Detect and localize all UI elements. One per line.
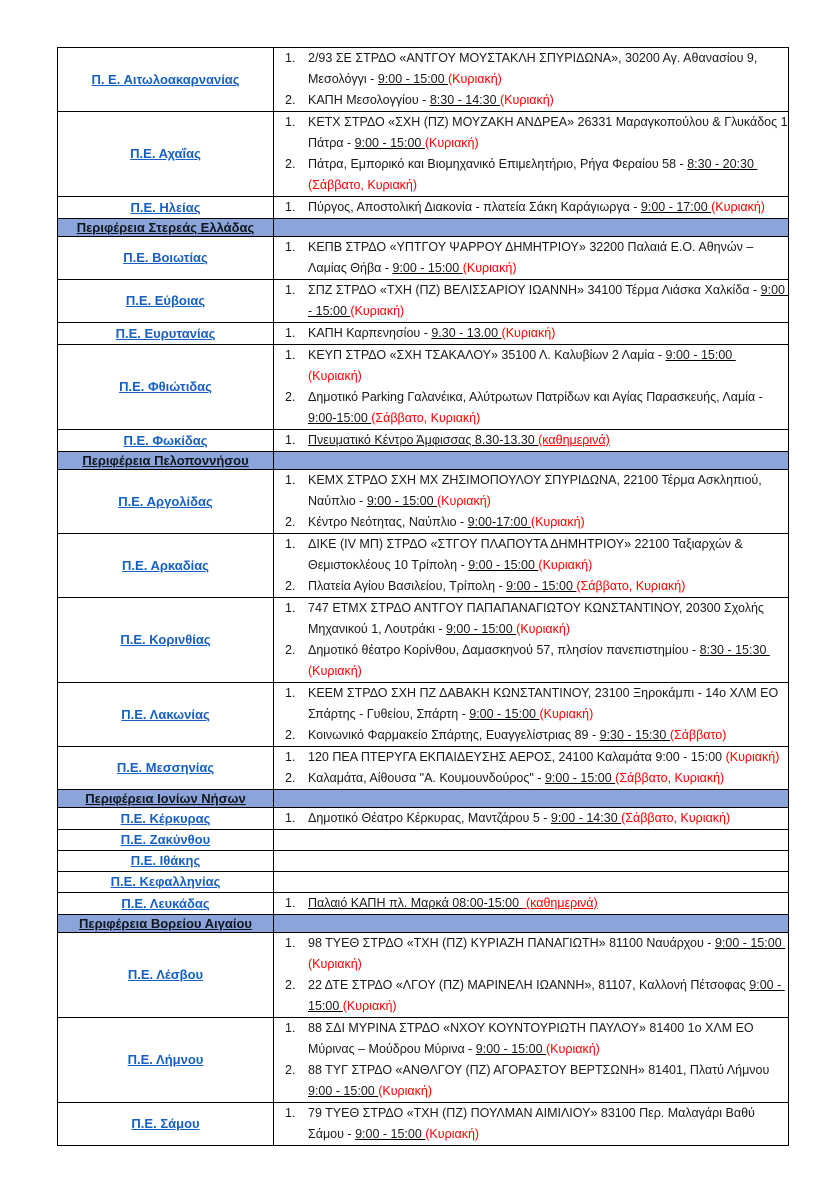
location-text: Πάτρα, Εμπορικό και Βιομηχανικό Επιμελητήριο, Ρήγα Φεραίου 58 - [308,157,688,171]
time-range: Πνευματικό Κέντρο Άμφισσας 8.30-13.30 [308,433,539,447]
item-number: 2. [285,728,296,742]
days-note: (Κυριακή) [725,750,780,764]
unit-row [58,48,789,112]
unit-row [58,470,789,534]
location-item [274,48,788,90]
region-header-cell [58,790,274,808]
unit-name-cell [58,237,274,280]
item-number: 1. [285,750,296,764]
location-item [274,933,788,975]
region-header-filler-cell [274,915,789,933]
unit-name-link[interactable]: Π.Ε. Κεφαλληνίας [110,874,221,889]
item-content [308,576,788,597]
location-item [274,683,788,725]
item-content [308,154,788,196]
location-item [274,154,788,196]
location-item [274,808,788,829]
unit-name-cell [58,345,274,430]
unit-name-cell [58,1103,274,1146]
unit-row [58,933,789,1018]
item-number: 1. [285,200,296,214]
unit-row [58,345,789,430]
item-content [308,1103,788,1145]
unit-name-link[interactable]: Π.Ε. Βοιωτίας [123,250,208,265]
locations-cell [274,683,789,747]
item-number: 1. [285,283,296,297]
location-item [274,598,788,640]
days-note: (Σάββατο, Κυριακή) [308,178,418,192]
location-item [274,640,788,682]
item-content [308,237,788,279]
location-text: Κέντρο Νεότητας, Ναύπλιο - [308,515,468,529]
region-header-row [58,219,789,237]
locations-cell [274,470,789,534]
location-text: 88 ΣΔΙ ΜΥΡΙΝΑ ΣΤΡΔΟ «ΝΧΟΥ ΚΟΥΝΤΟΥΡΙΩΤΗ ΠΑΥΛΟΥ» 81400 1ο ΧΛΜ ΕΟ Μύρινας – Μούδρου Μύρινα - [308,1021,758,1056]
locations-cell [274,197,789,219]
locations-cell [274,851,789,872]
location-item [274,470,788,512]
item-number: 1. [285,1106,296,1120]
item-content [308,598,788,640]
location-item [274,576,788,597]
days-note: (Κυριακή) [530,515,585,529]
item-number: 2. [285,515,296,529]
days-note: (Κυριακή) [424,136,479,150]
location-item [274,725,788,746]
unit-name-cell [58,872,274,893]
days-note: (Σάββατο, Κυριακή) [576,579,686,593]
item-number: 1. [285,1021,296,1035]
days-note: (Κυριακή) [308,957,362,971]
item-content [308,112,792,154]
location-text: Καλαμάτα, Αίθουσα "Α. Κουμουνδούρος" - [308,771,545,785]
location-text: 2/93 ΣΕ ΣΤΡΔΟ «ΑΝΤΓΟΥ ΜΟΥΣΤΑΚΛΗ ΣΠΥΡΙΔΩΝΑ», 30200 Αγ. Αθανασίου 9, Μεσολόγγι - [308,51,761,86]
location-item [274,237,788,279]
unit-row [58,237,789,280]
unit-name-cell [58,747,274,790]
unit-name-cell [58,683,274,747]
locations-cell [274,534,789,598]
item-number: 1. [285,936,296,950]
location-text: 747 ΕΤΜΧ ΣΤΡΔΟ ΑΝΤΓΟΥ ΠΑΠΑΠΑΝΑΓΙΩΤΟΥ ΚΩΝΣΤΑΝΤΙΝΟΥ, 20300 Σχολής Μηχανικού 1, Λουτράκι - [308,601,768,636]
location-text: Πύργος, Αποστολική Διακονία - πλατεία Σάκη Καράγιωργα - [308,200,641,214]
time-range: 8:30 - 20:30 [687,157,758,171]
item-content [308,470,788,512]
days-note: (Κυριακή) [342,999,397,1013]
locations-cell [274,1103,789,1146]
region-header-filler-cell [274,219,789,237]
item-number: 1. [285,896,296,910]
unit-row [58,323,789,345]
days-note: (Κυριακή) [378,1084,433,1098]
days-note: (Σάββατο, Κυριακή) [371,411,481,425]
location-text: ΚΕΠΒ ΣΤΡΔΟ «ΥΠΤΓΟΥ ΨΑΡΡΟΥ ΔΗΜΗΤΡΙΟΥ» 32200 Παλαιά Ε.Ο. Αθηνών – Λαμίας Θήβα - [308,240,757,275]
unit-name-cell [58,1018,274,1103]
locations-cell [274,598,789,683]
days-note: (Κυριακή) [308,369,362,383]
days-note: (Κυριακή) [546,1042,600,1056]
item-number: 1. [285,433,296,447]
location-text: ΣΠΖ ΣΤΡΔΟ «ΤΧΗ (ΠΖ) ΒΕΛΙΣΣΑΡΙΟΥ ΙΩΑΝΝΗ» 34100 Τέρμα Λιάσκα Χαλκίδα - [308,283,761,297]
locations-cell [274,237,789,280]
unit-name-cell [58,48,274,112]
unit-name-cell [58,197,274,219]
item-content [308,725,788,746]
unit-name-cell [58,534,274,598]
unit-name-link[interactable]: Π.Ε. Ιθάκης [130,853,201,868]
locations-cell [274,893,789,915]
item-content [308,48,788,90]
unit-name-link[interactable]: Π.Ε. Αργολίδας [118,493,213,509]
item-number: 2. [285,579,296,593]
location-item [274,534,788,576]
unit-name-cell [58,830,274,851]
region-header-row [58,790,789,808]
days-note: (Κυριακή) [437,494,491,508]
item-number: 1. [285,326,296,340]
unit-row [58,112,789,197]
item-content [308,975,788,1017]
location-text: 120 ΠΕΑ ΠΤΕΡΥΓΑ ΕΚΠΑΙΔΕΥΣΗΣ ΑΕΡΟΣ, 24100 Καλαμάτα 9:00 - 15:00 [308,750,726,764]
locations-cell [274,430,789,452]
days-note: (Κυριακή) [538,558,593,572]
unit-row [58,430,789,452]
location-text: 79 ΤΥΕΘ ΣΤΡΔΟ «ΤΧΗ (ΠΖ) ΠΟΥΛΜΑΝ ΑΙΜΙΛΙΟΥ» 83100 Περ. Μαλαγάρι Βαθύ Σάμου - [308,1106,759,1141]
region-header-label: Περιφέρεια Βορείου Αιγαίου [79,916,252,931]
item-content [308,197,788,218]
time-range: 9:00 - 15:00 [469,707,540,721]
unit-row [58,280,789,323]
item-content [308,640,788,682]
locations-cell [274,345,789,430]
region-header-cell [58,219,274,237]
region-header-label: Περιφέρεια Στερεάς Ελλάδας [76,220,255,235]
unit-name-link[interactable]: Π.Ε. Εύβοιας [125,293,206,308]
item-number: 2. [285,771,296,785]
unit-name-link[interactable]: Π.Ε. Κορινθίας [120,632,211,647]
location-item [274,747,788,768]
location-text: 22 ΔΤΕ ΣΤΡΔΟ «ΛΓΟΥ (ΠΖ) ΜΑΡΙΝΕΛΗ ΙΩΑΝΝΗ», 81107, Καλλονή Πέτσοφας [308,978,750,992]
location-text: 98 ΤΥΕΘ ΣΤΡΔΟ «ΤΧΗ (ΠΖ) ΚΥΡΙΑΖΗ ΠΑΝΑΓΙΩΤΗ» 81100 Ναυάρχου - [308,936,715,950]
item-content [308,933,788,975]
time-range: 9:00 - 15:00 [392,261,463,275]
unit-row [58,747,789,790]
location-item [274,893,788,914]
region-header-row [58,452,789,470]
unit-name-cell [58,598,274,683]
item-number: 2. [285,978,296,992]
item-number: 1. [285,473,296,487]
item-number: 1. [285,348,296,362]
item-content [308,430,788,451]
days-note: (καθημερινά) [522,896,598,910]
item-number: 2. [285,643,296,657]
locations-cell [274,112,792,197]
location-item [274,387,788,429]
unit-name-link[interactable]: Π.Ε. Μεσσηνίας [116,760,215,775]
time-range: 9:00 - 15:00 [475,1042,546,1056]
unit-name-link[interactable]: Π.Ε. Αχαΐας [130,146,201,161]
days-note: (Κυριακή) [500,93,554,107]
item-content [308,1060,788,1102]
item-content [308,683,788,725]
item-content [308,893,788,914]
time-range: Παλαιό ΚΑΠΗ πλ. Μαρκά 08:00-15:00 [308,896,523,910]
locations-cell [274,323,789,345]
days-note: (Σάββατο, Κυριακή) [621,811,731,825]
item-content [308,768,788,789]
regional-units-schedule-table [57,47,792,1146]
item-number: 2. [285,93,296,107]
unit-name-cell [58,851,274,872]
item-content [308,280,788,322]
unit-name-link[interactable]: Π.Ε. Ηλείας [130,199,201,215]
time-range: 9:00 - 15:00 [506,579,577,593]
location-text: 88 ΤΥΓ ΣΤΡΔΟ «ΑΝΘΛΓΟΥ (ΠΖ) ΑΓΟΡΑΣΤΟΥ ΒΕΡΤΣΩΝΗ» 81401, Πλατύ Λήμνου [308,1063,773,1077]
location-text: Κοινωνικό Φαρμακείο Σπάρτης, Ευαγγελίστριας 89 - [308,728,600,742]
unit-name-link[interactable]: Π.Ε. Λακωνίας [121,706,210,722]
location-text: Πλατεία Αγίου Βασιλείου, Τρίπολη - [308,579,507,593]
locations-cell [274,280,789,323]
location-item [274,280,788,322]
unit-name-cell [58,323,274,345]
region-header-filler-cell [274,452,789,470]
item-content [308,345,788,387]
location-item [274,512,788,533]
region-header-row [58,915,789,933]
location-item [274,323,788,344]
days-note: (Κυριακή) [350,304,405,318]
time-range: 9:00-15:00 [308,411,372,425]
locations-cell [274,933,789,1018]
location-item [274,345,788,387]
region-header-filler-cell [274,790,789,808]
unit-row [58,872,789,893]
time-range: 9:00 - 15:00 [308,978,785,1013]
days-note: (Κυριακή) [448,72,502,86]
location-item [274,1060,788,1102]
time-range: 9:00-17:00 [467,515,531,529]
item-content [308,387,788,429]
location-text: Δημοτικό Θέατρο Κέρκυρας, Μαντζάρου 5 - [308,811,551,825]
unit-name-link[interactable]: Π.Ε. Φωκίδας [123,432,208,448]
location-text: ΚΕΤΧ ΣΤΡΔΟ «ΣΧΗ (ΠΖ) ΜΟΥΖΑΚΗ ΑΝΔΡΕΑ» 26331 Μαραγκοπούλου & Γλυκάδος 1 Πάτρα - [308,115,792,150]
unit-name-link[interactable]: Π.Ε. Ευρυτανίας [115,325,216,341]
schedule-table-wrap [57,47,792,1146]
unit-name-link[interactable]: Π. Ε. Αιτωλοακαρνανίας [91,71,240,87]
time-range: 9:00 - 15:00 [544,771,616,785]
location-item [274,1103,788,1145]
days-note: (Κυριακή) [425,1127,480,1141]
unit-name-link[interactable]: Π.Ε. Κέρκυρας [120,810,211,826]
unit-name-link[interactable]: Π.Ε. Λήμνου [127,1052,204,1067]
time-range: 9:00 - 15:00 [366,494,438,508]
time-range: 8:30 - 15:30 [699,643,770,657]
item-content [308,534,788,576]
time-range: 9:00 - 15:00 [445,622,517,636]
item-number: 2. [285,390,296,404]
unit-row [58,683,789,747]
location-text: ΚΑΠΗ Καρπενησίου - [308,326,432,340]
days-note: (Σάββατο, Κυριακή) [615,771,725,785]
location-item [274,197,788,218]
unit-row [58,1103,789,1146]
unit-row [58,1018,789,1103]
item-number: 1. [285,601,296,615]
item-content [308,90,788,111]
days-note: (Κυριακή) [539,707,594,721]
unit-name-link[interactable]: Π.Ε. Λέσβου [127,967,204,982]
location-item [274,1018,788,1060]
time-range: 9:00 - 15:00 [308,1084,379,1098]
item-number: 1. [285,240,296,254]
location-text: Δημοτικό Parking Γαλανέικα, Αλύτρωτων Πατρίδων και Αγίας Παρασκευής, Λαμία - [308,390,767,404]
item-content [308,323,788,344]
unit-row [58,534,789,598]
location-item [274,90,788,111]
days-note: (Κυριακή) [462,261,517,275]
unit-name-cell [58,933,274,1018]
days-note: (Σάββατο) [669,728,727,742]
days-note: (Κυριακή) [501,326,556,340]
unit-row [58,830,789,851]
unit-name-link[interactable]: Π.Ε. Αρκαδίας [122,557,209,573]
time-range: 9:30 - 15:30 [599,728,670,742]
location-text: ΚΕΜΧ ΣΤΡΔΟ ΣΧΗ ΜΧ ΖΗΣΙΜΟΠΟΥΛΟΥ ΣΠΥΡΙΔΩΝΑ, 22100 Τέρμα Ασκληπιού, Ναύπλιο - [308,473,766,508]
unit-row [58,851,789,872]
location-item [274,975,788,1017]
unit-name-cell [58,112,274,197]
locations-cell [274,872,789,893]
time-range: 9:00 - 14:30 [550,811,622,825]
item-number: 1. [285,686,296,700]
unit-row [58,197,789,219]
time-range: 9:00 - 15:00 [377,72,449,86]
item-number: 2. [285,1063,296,1077]
item-number: 1. [285,537,296,551]
time-range: 9:00 - 15:00 [354,136,425,150]
days-note: (καθημερινά) [538,433,610,447]
item-content [308,808,788,829]
location-text: Δημοτικό θέατρο Κορίνθου, Δαμασκηνού 57, πλησίον πανεπιστημίου - [308,643,700,657]
location-text: ΔΙΚΕ (IV ΜΠ) ΣΤΡΔΟ «ΣΤΓΟΥ ΠΛΑΠΟΥΤΑ ΔΗΜΗΤΡΙΟΥ» 22100 Ταξιαρχών & Θεμιστοκλέους 10 Τρίπολη - [308,537,747,572]
days-note: (Κυριακή) [711,200,765,214]
item-number: 1. [285,811,296,825]
time-range: 9.30 - 13.00 [431,326,502,340]
item-content [308,512,788,533]
time-range: 9:00 - 15:00 [355,1127,426,1141]
schedule-table-body [58,48,792,1146]
unit-row [58,893,789,915]
location-text: ΚΕΕΜ ΣΤΡΔΟ ΣΧΗ ΠΖ ΔΑΒΑΚΗ ΚΩΝΣΤΑΝΤΙΝΟΥ, 23100 Ξηροκάμπι - 14ο ΧΛΜ ΕΟ Σπάρτης - Γυθείου, Σπάρτη - [308,686,782,721]
unit-row [58,598,789,683]
region-header-cell [58,915,274,933]
location-item [274,112,792,154]
unit-name-link[interactable]: Π.Ε. Φθιώτιδας [119,379,212,394]
item-content [308,747,788,768]
region-header-label: Περιφέρεια Ιονίων Νήσων [85,791,246,806]
locations-cell [274,808,789,830]
item-number: 1. [285,51,296,65]
time-range: 9:00 - 15:00 [665,348,736,362]
item-number: 2. [285,157,296,171]
location-text: ΚΕΥΠ ΣΤΡΔΟ «ΣΧΗ ΤΣΑΚΑΛΟΥ» 35100 Λ. Καλυβίων 2 Λαμία - [308,348,666,362]
unit-name-link[interactable]: Π.Ε. Λευκάδας [121,895,210,911]
time-range: 9:00 - 15:00 [468,558,539,572]
unit-name-cell [58,430,274,452]
region-header-cell [58,452,274,470]
time-range: 9:00 - 15:00 [714,936,786,950]
item-number: 1. [285,115,296,129]
unit-name-link[interactable]: Π.Ε. Σάμου [131,1116,200,1131]
locations-cell [274,830,789,851]
days-note: (Κυριακή) [516,622,570,636]
unit-name-cell [58,893,274,915]
region-header-label: Περιφέρεια Πελοποννήσου [82,453,249,468]
unit-name-cell [58,808,274,830]
unit-name-link[interactable]: Π.Ε. Ζακύνθου [120,832,211,847]
days-note: (Κυριακή) [308,664,362,678]
unit-name-cell [58,470,274,534]
location-item [274,430,788,451]
locations-cell [274,48,789,112]
location-item [274,768,788,789]
unit-row [58,808,789,830]
location-text: ΚΑΠΗ Μεσολογγίου - [308,93,430,107]
locations-cell [274,747,789,790]
time-range: 8:30 - 14:30 [429,93,501,107]
time-range: 9:00 - 15:00 [308,283,789,318]
locations-cell [274,1018,789,1103]
time-range: 9:00 - 17:00 [640,200,712,214]
item-content [308,1018,788,1060]
unit-name-cell [58,280,274,323]
